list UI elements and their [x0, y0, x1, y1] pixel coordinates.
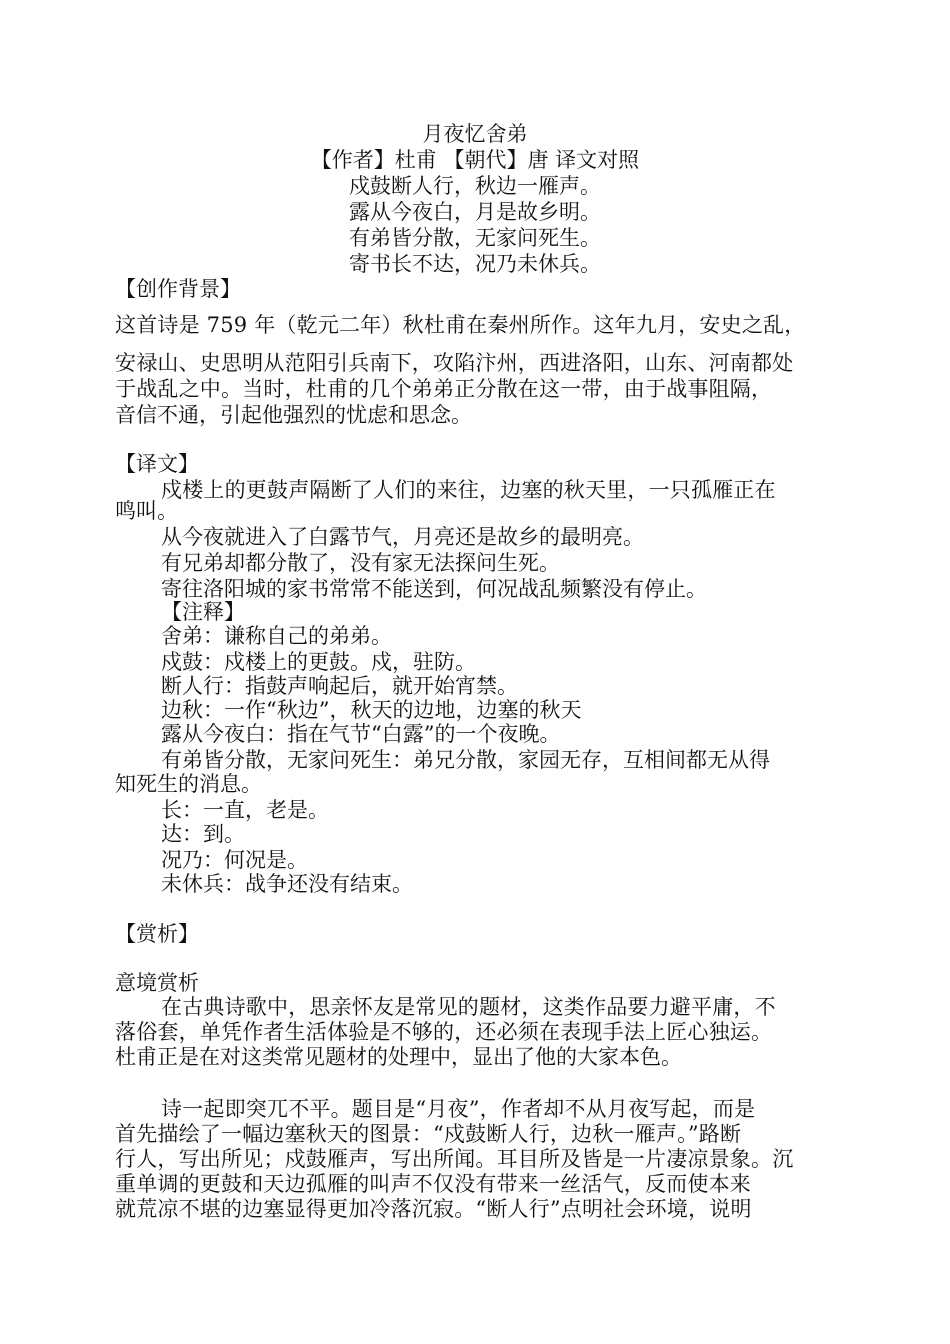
- translation-line: 寄往洛阳城的家书常常不能送到，何况战乱频繁没有停止。: [161, 577, 707, 601]
- appreciation-line: 杜甫正是在对这类常见题材的处理中，显出了他的大家本色。: [115, 1045, 682, 1069]
- appreciation-line: 重单调的更鼓和天边孤雁的叫声不仅没有带来一丝活气，反而使本来: [115, 1172, 751, 1196]
- note-line: 知死生的消息。: [115, 772, 262, 796]
- note-line: 戍鼓：戍楼上的更鼓。戍，驻防。: [161, 650, 476, 674]
- background-line: 于战乱之中。当时，杜甫的几个弟弟正分散在这一带，由于战事阻隔，: [115, 377, 773, 401]
- note-line: 长：一直，老是。: [161, 798, 329, 822]
- appreciation-line: 诗一起即突兀不平。题目是“月夜”，作者却不从月夜写起，而是: [161, 1097, 756, 1121]
- appreciation-line: 落俗套，单凭作者生活体验是不够的，还必须在表现手法上匠心独运。: [115, 1020, 773, 1044]
- translation-line: 鸣叫。: [115, 499, 178, 523]
- appreciation-line: 首先描绘了一幅边塞秋天的图景：“戍鼓断人行，边秋一雁声。”路断: [115, 1122, 742, 1146]
- appreciation-line: 行人，写出所见；戍鼓雁声，写出所闻。耳目所及皆是一片凄凉景象。沉: [115, 1147, 794, 1171]
- poem-line-1: 戍鼓断人行，秋边一雁声。: [349, 174, 601, 198]
- poem-title: 月夜忆舍弟: [422, 122, 528, 146]
- note-line: 露从今夜白：指在气节“白露”的一个夜晚。: [161, 722, 561, 746]
- translation-line: 从今夜就进入了白露节气，月亮还是故乡的最明亮。: [161, 525, 644, 549]
- note-line: 未休兵：战争还没有结束。: [161, 872, 413, 896]
- note-line: 有弟皆分散，无家问死生：弟兄分散，家园无存，互相间都无从得: [161, 748, 770, 772]
- translation-line: 戍楼上的更鼓声隔断了人们的来往，边塞的秋天里，一只孤雁正在: [161, 478, 776, 502]
- poem-line-2: 露从今夜白，月是故乡明。: [349, 200, 601, 224]
- background-line: 这首诗是 759 年（乾元二年）秋杜甫在秦州所作。这年九月，安史之乱，: [115, 313, 806, 337]
- appreciation-heading: 【赏析】: [115, 922, 199, 946]
- background-line: 安禄山、史思明从范阳引兵南下，攻陷汴州，西进洛阳，山东、河南都处: [115, 351, 794, 375]
- note-line: 边秋：一作“秋边”，秋天的边地，边塞的秋天: [161, 698, 582, 722]
- appreciation-line: 就荒凉不堪的边塞显得更加冷落沉寂。“断人行”点明社会环境，说明: [115, 1197, 752, 1221]
- note-line: 断人行：指鼓声响起后，就开始宵禁。: [161, 674, 518, 698]
- appreciation-subheading: 意境赏析: [115, 971, 199, 995]
- translation-heading: 【译文】: [115, 452, 199, 476]
- translation-line: 有兄弟却都分散了，没有家无法探问生死。: [161, 551, 560, 575]
- poem-line-3: 有弟皆分散，无家问死生。: [349, 226, 601, 250]
- note-line: 达：到。: [161, 822, 245, 846]
- background-line: 音信不通，引起他强烈的忧虑和思念。: [115, 403, 472, 427]
- appreciation-line: 在古典诗歌中，思亲怀友是常见的题材，这类作品要力避平庸，不: [161, 995, 776, 1019]
- notes-heading: 【注释】: [161, 600, 245, 624]
- poem-line-4: 寄书长不达，况乃未休兵。: [349, 252, 601, 276]
- background-heading: 【创作背景】: [115, 277, 241, 301]
- note-line: 况乃：何况是。: [161, 848, 308, 872]
- poem-byline: 【作者】杜甫 【朝代】唐 译文对照: [310, 148, 640, 172]
- note-line: 舍弟：谦称自己的弟弟。: [161, 624, 392, 648]
